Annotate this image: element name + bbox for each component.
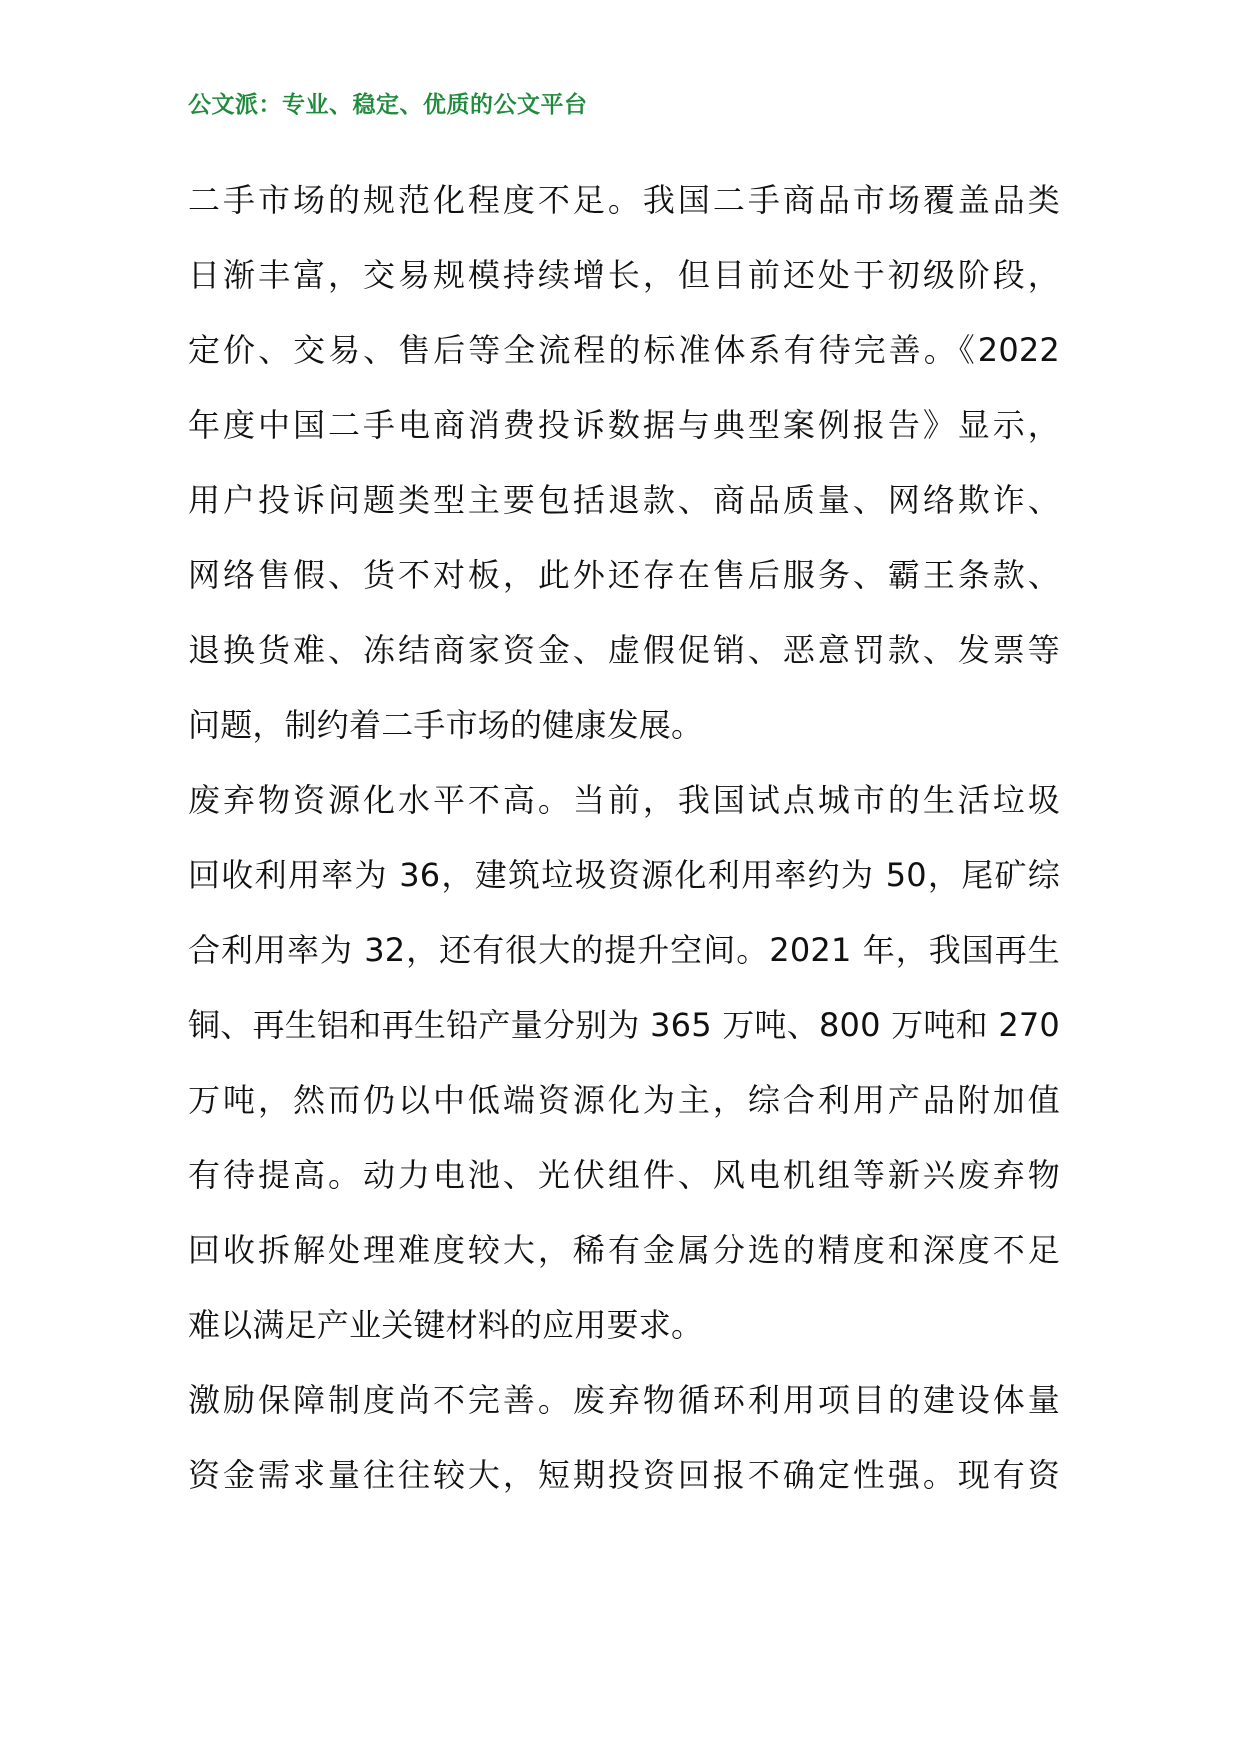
text-line: 年度中国二手电商消费投诉数据与典型案例报告》显示， <box>188 406 1060 444</box>
text-line: 网络售假、货不对板，此外还存在售后服务、霸王条款、 <box>188 556 1060 594</box>
text-line: 用户投诉问题类型主要包括退款、商品质量、网络欺诈、 <box>188 481 1060 519</box>
page-header: 公文派：专业、稳定、优质的公文平台 <box>188 92 588 118</box>
text-line: 废弃物资源化水平不高。当前，我国试点城市的生活垃圾 <box>188 781 1060 819</box>
text-line: 退换货难、冻结商家资金、虚假促销、恶意罚款、发票等 <box>188 631 1060 669</box>
text-line: 回收利用率为 36，建筑垃圾资源化利用率约为 50，尾矿综 <box>188 856 1060 894</box>
text-line: 有待提高。动力电池、光伏组件、风电机组等新兴废弃物 <box>188 1156 1060 1194</box>
text-line: 问题，制约着二手市场的健康发展。 <box>188 706 704 744</box>
paragraph-secondhand-market <box>188 163 1060 763</box>
text-line: 二手市场的规范化程度不足。我国二手商品市场覆盖品类 <box>188 181 1060 219</box>
paragraph-waste-recycling <box>188 763 1060 1363</box>
text-line: 难以满足产业关键材料的应用要求。 <box>188 1306 704 1344</box>
document-body <box>188 163 1060 1513</box>
paragraph-incentive-system <box>188 1363 1060 1513</box>
text-line: 日渐丰富，交易规模持续增长，但目前还处于初级阶段， <box>188 256 1060 294</box>
text-line: 合利用率为 32，还有很大的提升空间。2021 年，我国再生 <box>188 931 1060 969</box>
text-line: 资金需求量往往较大，短期投资回报不确定性强。现有资 <box>188 1456 1060 1494</box>
text-line: 回收拆解处理难度较大，稀有金属分选的精度和深度不足 <box>188 1231 1060 1269</box>
text-line: 定价、交易、售后等全流程的标准体系有待完善。《2022 <box>188 331 1060 369</box>
text-line: 激励保障制度尚不完善。废弃物循环利用项目的建设体量 <box>188 1381 1060 1419</box>
text-line: 万吨，然而仍以中低端资源化为主，综合利用产品附加值 <box>188 1081 1060 1119</box>
text-line: 铜、再生铝和再生铅产量分别为 365 万吨、800 万吨和 270 <box>188 1006 1060 1044</box>
